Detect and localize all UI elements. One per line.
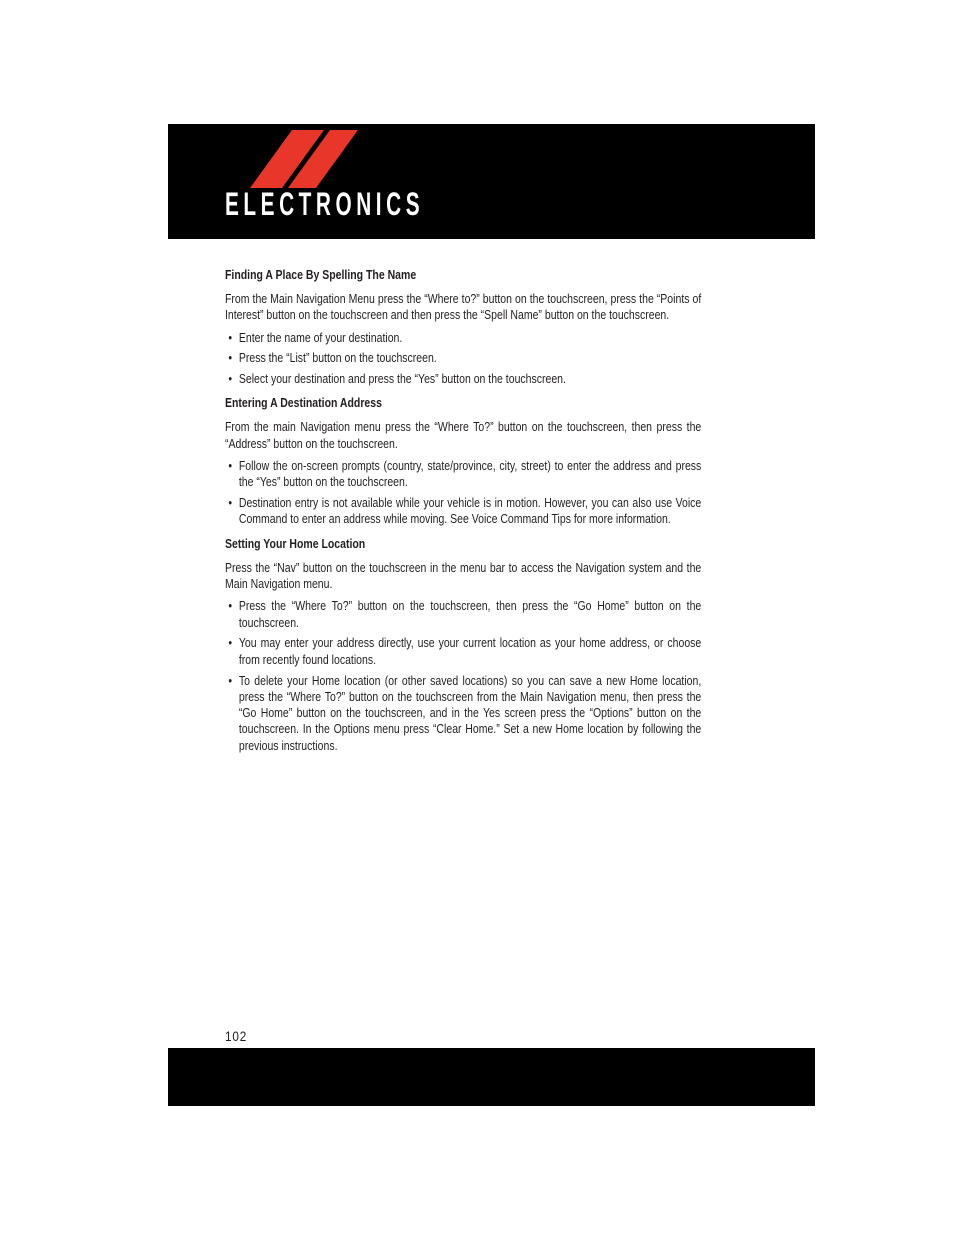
section-paragraph: From the main Navigation menu press the “Where To?” button on the touchscreen, then press the “Address” button on the touchscreen. — [225, 420, 702, 451]
section-heading: Finding A Place By Spelling The Name — [225, 268, 417, 282]
list-item: • Press the “Where To?” button on the touchscreen, then press the “Go Home” button on the touchscreen. — [225, 598, 701, 631]
bullet-list — [225, 598, 701, 754]
page-content — [225, 267, 701, 762]
chapter-header — [168, 124, 815, 239]
section-paragraph: Press the “Nav” button on the touchscreen in the menu bar to access the Navigation system and the Main Navigation menu. — [225, 560, 702, 592]
section-paragraph: From the Main Navigation Menu press the “Where to?” button on the touchscreen, press the “Points of Interest” button on the touchscreen and then press the “Spell Name” button on the touchscreen. — [225, 292, 702, 323]
list-item: • You may enter your address directly, use your current location as your home address, or choose from recently found locations. — [225, 635, 701, 668]
chapter-title: ELECTRONICS — [225, 186, 425, 222]
bullet-list — [225, 330, 701, 388]
page-footer-bar — [168, 1048, 815, 1106]
list-item: • Follow the on-screen prompts (country, state/province, city, street) to enter the address and press the “Yes” button on the touchscreen. — [225, 458, 701, 491]
list-item: • To delete your Home location (or other saved locations) so you can save a new Home location, press the “Where To?” button on the touchscreen from the Main Navigation menu, then press the “Go Home” button on the touchscreen, and in the Yes screen press the “Options” button on the touchscreen. In the Options menu press “Clear Home.” Set a new Home location by following the previous instructions. — [225, 673, 701, 754]
bullet-list — [225, 458, 701, 528]
section-spelling-name — [225, 267, 701, 387]
section-heading: Setting Your Home Location — [225, 536, 366, 551]
section-destination-address — [225, 395, 701, 527]
section-heading: Entering A Destination Address — [225, 396, 382, 411]
list-item: • Enter the name of your destination. — [225, 330, 701, 346]
page-number: 102 — [225, 1028, 248, 1044]
section-home-location — [225, 536, 701, 754]
list-item: • Select your destination and press the “Yes” button on the touchscreen. — [225, 371, 701, 387]
list-item: • Press the “List” button on the touchscreen. — [225, 350, 701, 366]
list-item: • Destination entry is not available while your vehicle is in motion. However, you can also use Voice Command to enter an address while moving. See Voice Command Tips for more information. — [225, 495, 701, 528]
